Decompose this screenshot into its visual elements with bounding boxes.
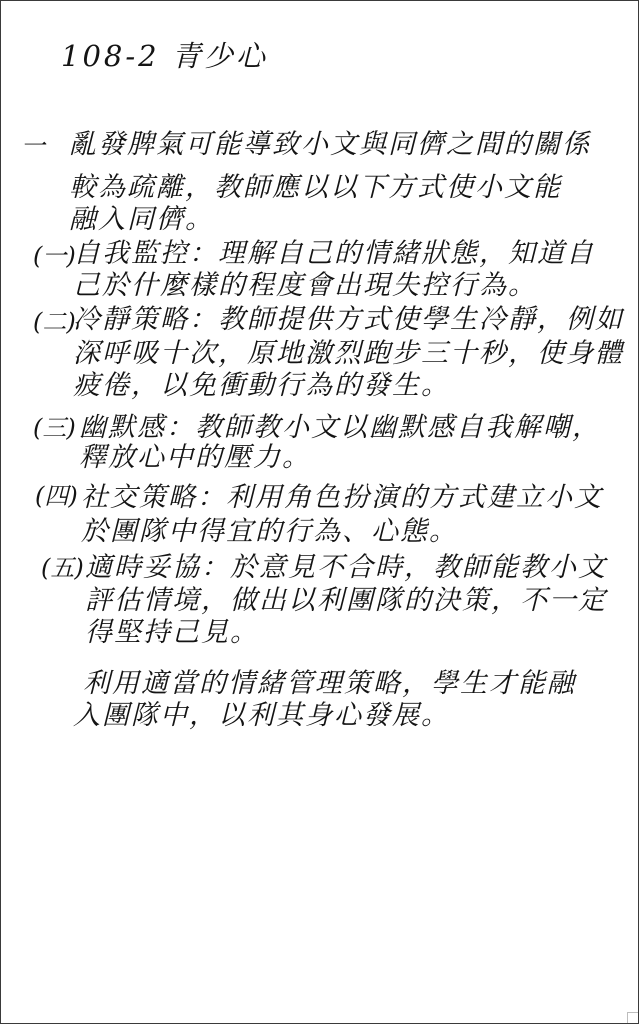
item-4-line-2: 於團隊中得宜的行為、心態。 — [81, 516, 458, 547]
item-marker-4: (四) — [35, 482, 78, 510]
scan-edge-mark — [627, 1012, 638, 1023]
item-2-line-1: 冷靜策略：教師提供方式使學生冷靜，例如 — [73, 304, 624, 335]
item-2-line-3: 疲倦，以免衝動行為的發生。 — [73, 370, 450, 401]
item-5-line-3: 得堅持己見。 — [85, 617, 259, 648]
conclusion-line-1: 利用適當的情緒管理策略，學生才能融 — [83, 668, 576, 699]
intro-line-2: 較為疏離，教師應以以下方式使小文能 — [69, 172, 562, 203]
item-5-line-2: 評估情境，做出以利團隊的決策，不一定 — [85, 585, 607, 616]
item-5-line-1: 適時妥協：於意見不合時，教師能教小文 — [85, 552, 607, 583]
item-3-line-2: 釋放心中的壓力。 — [79, 442, 311, 473]
item-2-line-2: 深呼吸十次，原地激烈跑步三十秒，使身體 — [73, 338, 624, 369]
item-1-line-2: 己於什麼樣的程度會出現失控行為。 — [73, 270, 537, 301]
item-4-line-1: 社交策略：利用角色扮演的方式建立小文 — [81, 482, 603, 513]
item-marker-2: (二) — [33, 308, 76, 336]
item-1-line-1: 自我監控：理解自己的情緒狀態，知道自 — [73, 238, 595, 269]
item-3-line-1: 幽默感：教師教小文以幽默感自我解嘲， — [79, 412, 601, 443]
intro-line-1: 亂發脾氣可能導致小文與同儕之間的關係 — [69, 129, 591, 160]
section-marker: 一 — [21, 132, 45, 160]
intro-line-3: 融入同儕。 — [69, 204, 214, 235]
conclusion-line-2: 入團隊中，以利其身心發展。 — [73, 700, 450, 731]
item-marker-3: (三) — [33, 414, 76, 442]
item-marker-5: (五) — [41, 554, 84, 582]
item-marker-1: (一) — [33, 242, 76, 270]
page-title: 108-2 青少心 — [61, 39, 268, 73]
